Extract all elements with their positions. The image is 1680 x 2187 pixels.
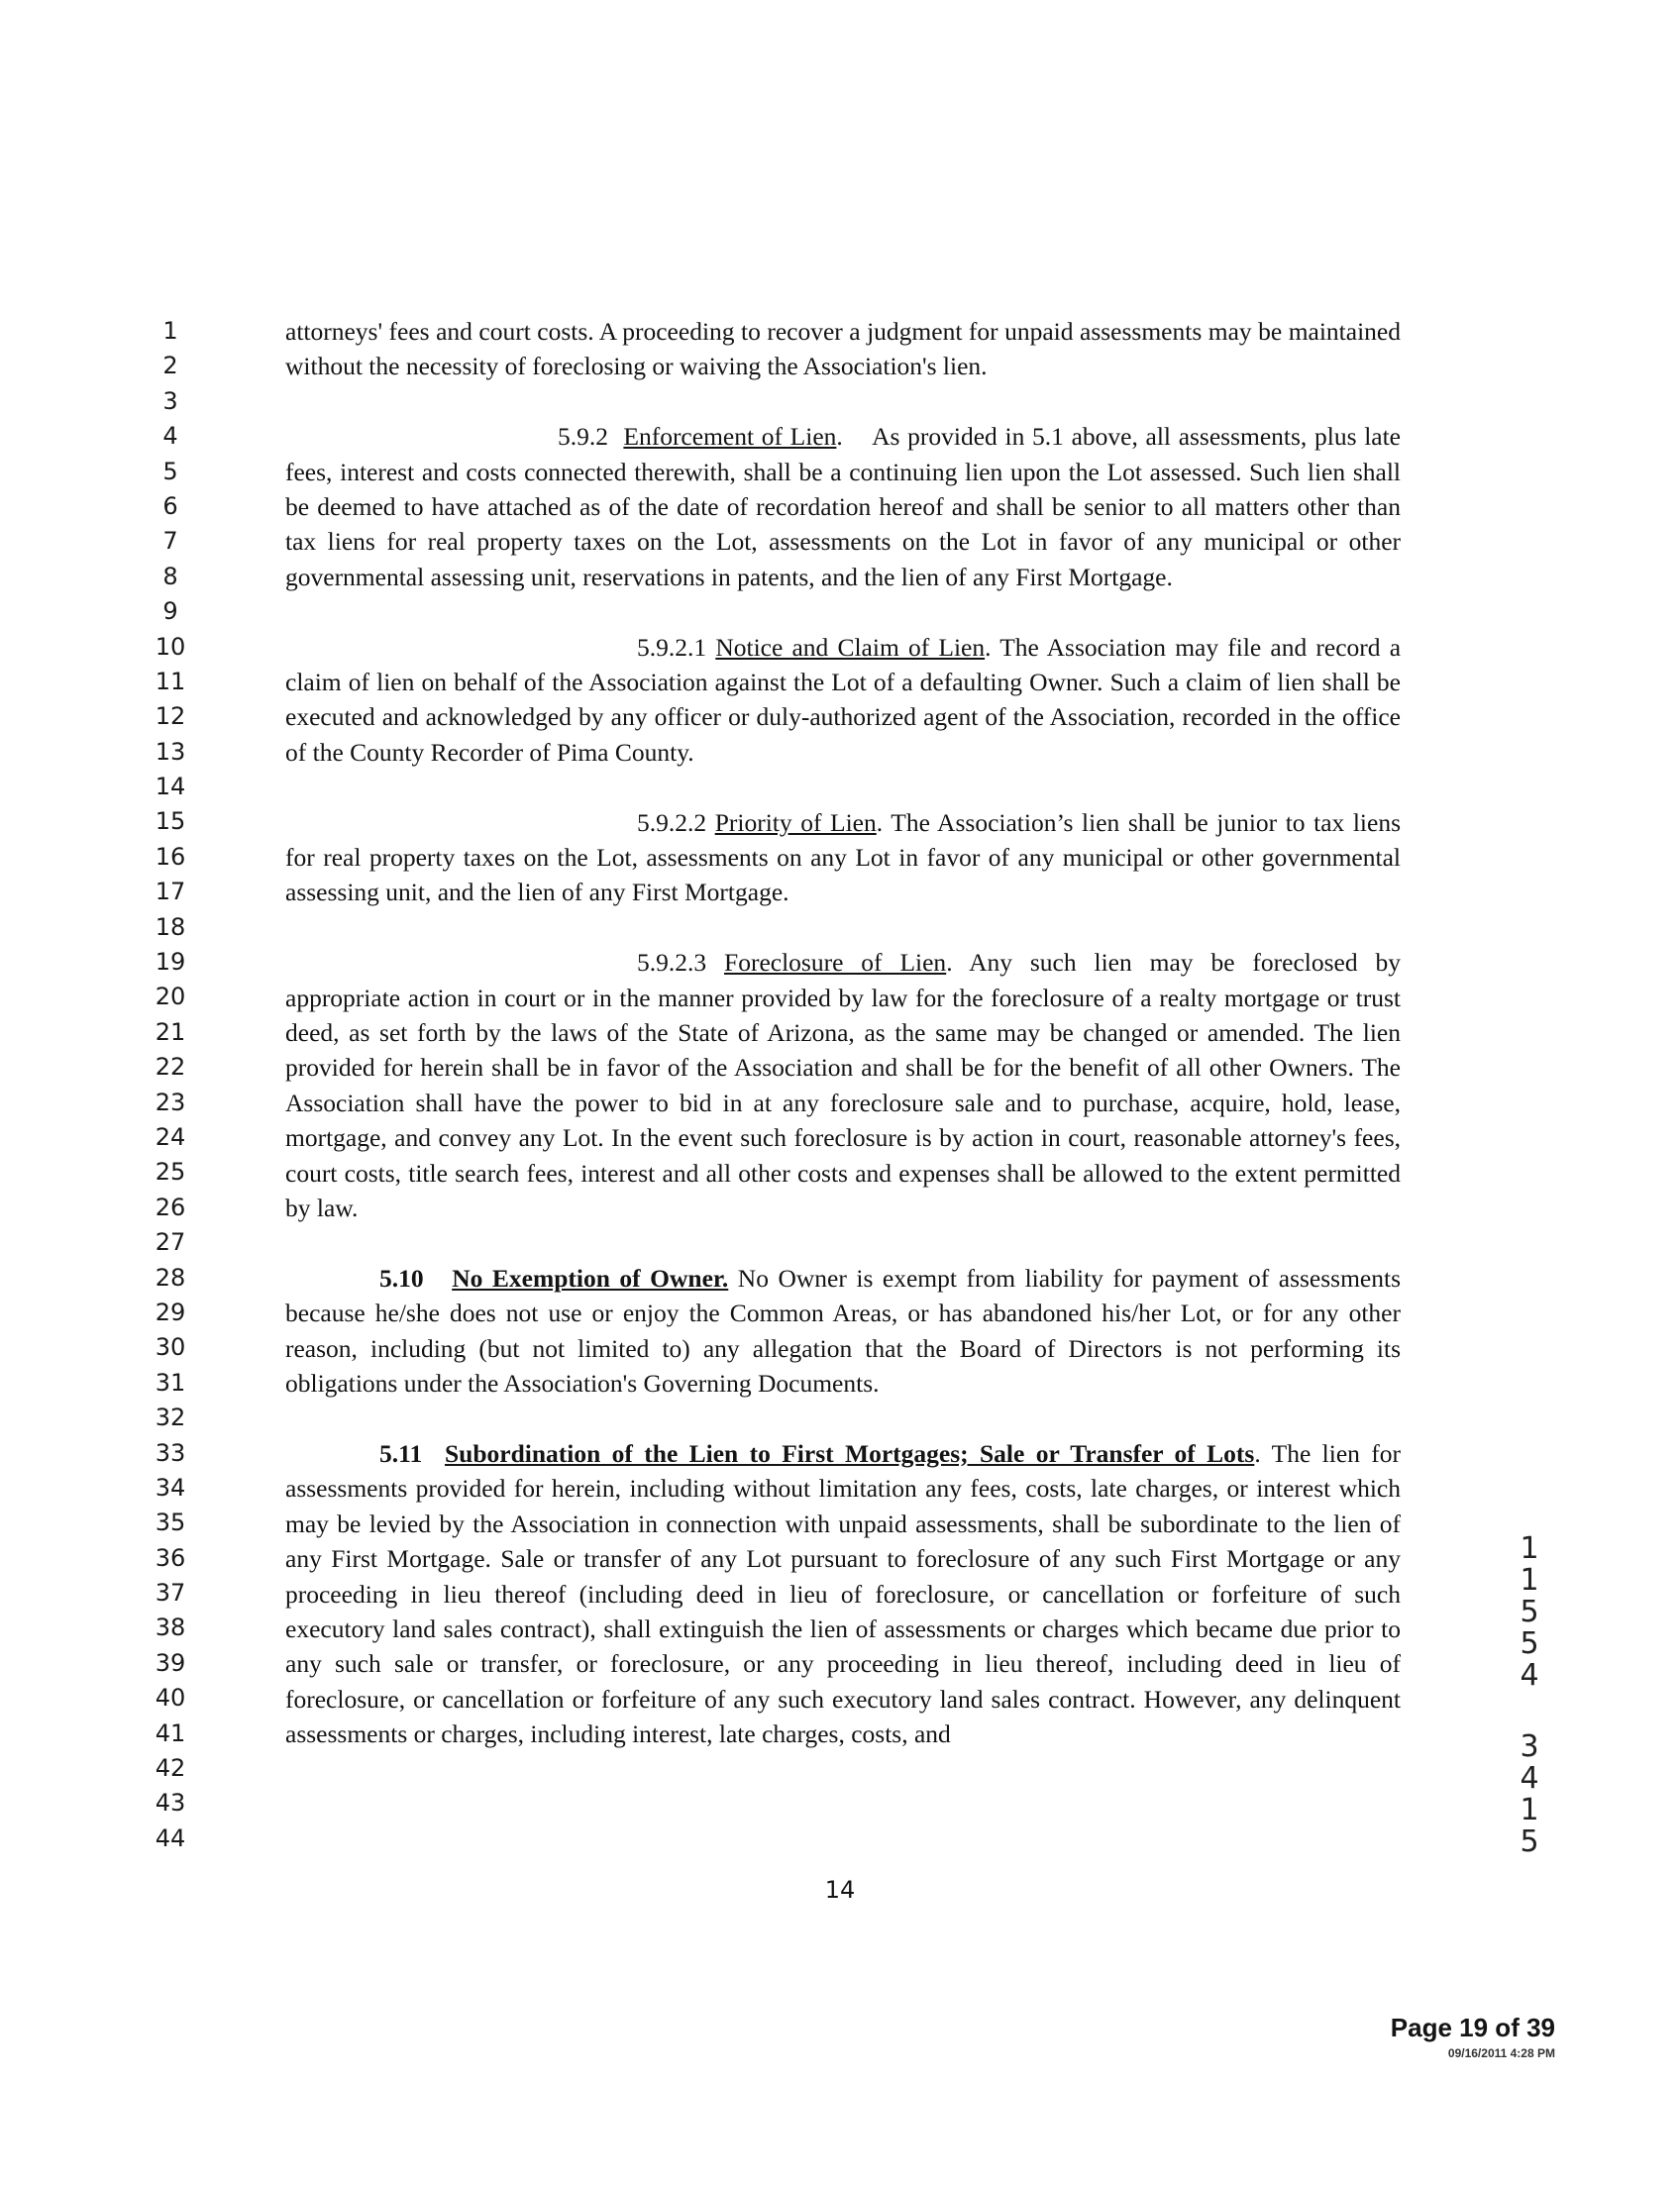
paragraph-1-text: attorneys' fees and court costs. A proceeding to recover a judgment for unpaid assessments may be maintained without the necessity of foreclosing or waiving the Association's lien. bbox=[285, 317, 1401, 381]
section-5-9-2-3-number: 5.9.2.3 bbox=[637, 948, 707, 978]
section-5-10 bbox=[285, 1261, 1401, 1402]
line-number: 26 bbox=[155, 1193, 186, 1221]
section-5-9-2-2-title: Priority of Lien bbox=[714, 807, 877, 837]
line-number: 3 bbox=[162, 386, 178, 415]
line-number: 36 bbox=[155, 1543, 186, 1572]
section-5-9-2-3-title: Foreclosure of Lien bbox=[724, 948, 947, 978]
footer-page-label: Page 19 of 39 bbox=[1390, 2013, 1555, 2042]
section-5-9-2-3: 5.9.2.3 Foreclosure of Lien. Any such lien may be foreclosed by appropriate action in court or in the manner provided by law for the foreclosure of a realty mortgage or trust deed, as set forth by the laws of the State of Arizona, as the same may be changed or amended. The lien provided for herein shall be in favor of the Association and shall be for the benefit of all other Owners. The Association shall have the power to bid in at any foreclosure sale and to purchase, acquire, hold, lease, mortgage, and convey any Lot. In the event such foreclosure is by action in court, reasonable attorney's fees, court costs, title search fees, interest and all other costs and expenses shall be allowed to the extent permitted by law. bbox=[285, 948, 1402, 1223]
paragraph-1 bbox=[285, 314, 1401, 384]
section-5-9-2-1-title: Notice and Claim of Lien bbox=[715, 632, 986, 662]
stamp-digit: 5 bbox=[1520, 1824, 1539, 1859]
section-5-9-2-title: Enforcement of Lien bbox=[623, 422, 837, 452]
line-number-column bbox=[151, 314, 190, 1856]
section-5-9-2-text: As provided in 5.1 above, all assessments, plus late fees, interest and costs connected therewith, shall be a continuing lien upon the Lot assessed. Such lien shall be deemed to have attached as of the date of recordation hereof and shall be senior to all matters other than tax liens for real property taxes on the Lot, assessments on the Lot in favor of any municipal or other governmental assessing unit, reservations in patents, and the lien of any First Mortgage. bbox=[285, 422, 1401, 591]
line-number: 11 bbox=[155, 667, 186, 695]
document-body bbox=[285, 314, 1401, 1752]
footer-timestamp: 09/16/2011 4:28 PM bbox=[1447, 2046, 1555, 2060]
line-number: 10 bbox=[155, 632, 186, 661]
line-number: 43 bbox=[155, 1789, 186, 1818]
line-number: 1 bbox=[162, 317, 178, 345]
section-5-11: 5.11 Subordination of the Lien to First Mortgages; Sale or Transfer of Lots. The lien for assessments provided for herein, including without limitation any fees, costs, late charges, or interest which may be levied by the Association in connection with unpaid assessments, shall be subordinate to the lien of any First Mortgage. Sale or transfer of any Lot pursuant to foreclosure of any such First Mortgage or any proceeding in lieu thereof (including deed in lieu of foreclosure, or cancellation or forfeiture of such executory land sales contract), shall extinguish the lien of assessments or charges which became due prior to any such sale or transfer, or foreclosure, or any proceeding in lieu thereof, including deed in lieu of foreclosure, or cancellation or forfeiture of any such executory land sales contract. However, any delinquent assessments or charges, including interest, late charges, costs, and bbox=[285, 1438, 1402, 1749]
page-number: 14 bbox=[824, 1876, 856, 1904]
stamp-gap bbox=[1516, 1692, 1543, 1731]
section-5-11-number: 5.11 bbox=[379, 1438, 423, 1468]
section-5-9-2-1-text: The Association may file and record a claim of lien on behalf of the Association against the Lot of a defaulting Owner. Such a claim of lien shall be executed and acknowledged by any officer or duly-authorized agent of the Association, recorded in the office of the County Recorder of Pima County. bbox=[285, 632, 1402, 767]
line-number: 25 bbox=[155, 1158, 186, 1187]
line-number: 19 bbox=[155, 948, 186, 977]
line-number: 27 bbox=[155, 1228, 186, 1257]
section-5-11-text: The lien for assessments provided for herein, including without limitation any fees, costs, late charges, or interest which may be levied by the Association in connection with unpaid assessments, shall be subordinate to the lien of any First Mortgage. Sale or transfer of any Lot pursuant to foreclosure of any such First Mortgage or any proceeding in lieu thereof (including deed in lieu of foreclosure, or cancellation or forfeiture of such executory land sales contract), shall extinguish the lien of assessments or charges which became due prior to any such sale or transfer, or foreclosure, or any proceeding in lieu thereof, including deed in lieu of foreclosure, or cancellation or forfeiture of any such executory land sales contract. However, any delinquent assessments or charges, including interest, late charges, costs, and bbox=[285, 1438, 1402, 1749]
section-5-9-2-number: 5.9.2 bbox=[558, 422, 608, 452]
section-5-9-2-2-number: 5.9.2.2 bbox=[637, 807, 707, 837]
line-number: 30 bbox=[155, 1333, 186, 1362]
line-number: 5 bbox=[162, 457, 178, 485]
line-number: 44 bbox=[155, 1823, 186, 1852]
stamp-digit: 4 bbox=[1520, 1761, 1539, 1796]
stamp-digit: 1 bbox=[1520, 1531, 1539, 1566]
line-number: 22 bbox=[155, 1053, 186, 1082]
stamp-digit: 1 bbox=[1520, 1793, 1539, 1827]
line-number: 32 bbox=[155, 1404, 186, 1432]
line-number: 12 bbox=[155, 702, 186, 731]
line-number: 31 bbox=[155, 1368, 186, 1397]
line-number: 38 bbox=[155, 1614, 186, 1642]
line-number: 15 bbox=[155, 807, 186, 836]
line-number: 34 bbox=[155, 1473, 186, 1502]
line-number: 29 bbox=[155, 1298, 186, 1326]
line-number: 40 bbox=[155, 1684, 186, 1713]
stamp-digit: 5 bbox=[1520, 1595, 1539, 1629]
section-5-9-2-1: 5.9.2.1 Notice and Claim of Lien. The Association may file and record a claim of lien on behalf of the Association against the Lot of a defaulting Owner. Such a claim of lien shall be executed and acknowledged by any officer or duly-authorized agent of the Association, recorded in the office of the County Recorder of Pima County. bbox=[285, 632, 1402, 767]
section-5-9-2-3-text: Any such lien may be foreclosed by appropriate action in court or in the manner provided by law for the foreclosure of a realty mortgage or trust deed, as set forth by the laws of the State of Arizona, as the same may be changed or amended. The lien provided for herein shall be in favor of the Association and shall be for the benefit of all other Owners. The Association shall have the power to bid in at any foreclosure sale and to purchase, acquire, hold, lease, mortgage, and convey any Lot. In the event such foreclosure is by action in court, reasonable attorney's fees, court costs, title search fees, interest and all other costs and expenses shall be allowed to the extent permitted by law. bbox=[285, 948, 1402, 1223]
line-number: 20 bbox=[155, 983, 186, 1011]
line-number: 8 bbox=[162, 562, 178, 590]
line-number: 6 bbox=[162, 491, 178, 520]
line-number: 17 bbox=[155, 878, 186, 906]
stamp-digit: 3 bbox=[1520, 1729, 1539, 1764]
section-5-10-number: 5.10 bbox=[379, 1263, 424, 1293]
line-number: 41 bbox=[155, 1718, 186, 1747]
recording-stamp bbox=[1516, 1533, 1543, 1858]
line-number: 9 bbox=[162, 597, 178, 626]
line-number: 23 bbox=[155, 1088, 186, 1116]
section-5-10-title: No Exemption of Owner. bbox=[452, 1263, 729, 1293]
line-number: 37 bbox=[155, 1579, 186, 1608]
line-number: 7 bbox=[162, 527, 178, 556]
line-number: 13 bbox=[155, 737, 186, 766]
line-number: 4 bbox=[162, 422, 178, 451]
line-number: 21 bbox=[155, 1017, 186, 1046]
line-number: 39 bbox=[155, 1648, 186, 1677]
section-5-9-2-2: 5.9.2.2 Priority of Lien. The Association’s lien shall be junior to tax liens for real property taxes on the Lot, assessments on any Lot in favor of any municipal or other governmental assessing unit, and the lien of any First Mortgage. bbox=[285, 807, 1402, 907]
line-number: 24 bbox=[155, 1122, 186, 1151]
section-5-9-2-2-text: The Association’s lien shall be junior to tax liens for real property taxes on the Lot, assessments on any Lot in favor of any municipal or other governmental assessing unit, and the lien of any First Mortgage. bbox=[285, 807, 1402, 907]
line-number: 2 bbox=[162, 352, 178, 380]
line-number: 35 bbox=[155, 1509, 186, 1537]
line-number: 14 bbox=[155, 773, 186, 801]
stamp-digit: 1 bbox=[1520, 1563, 1539, 1598]
section-5-9-2: 5.9.2 Enforcement of Lien. As provided in 5.1 above, all assessments, plus late fees, interest and costs connected therewith, shall be a continuing lien upon the Lot assessed. Such lien shall be deemed to have attached as of the date of recordation hereof and shall be senior to all matters other than tax liens for real property taxes on the Lot, assessments on the Lot in favor of any municipal or other governmental assessing unit, reservations in patents, and the lien of any First Mortgage. bbox=[285, 422, 1401, 591]
line-number: 16 bbox=[155, 842, 186, 871]
section-5-9-2-1-number: 5.9.2.1 bbox=[637, 632, 707, 662]
line-number: 18 bbox=[155, 912, 186, 941]
stamp-digit: 4 bbox=[1520, 1658, 1539, 1693]
section-5-11-title: Subordination of the Lien to First Mortgages; Sale or Transfer of Lots bbox=[444, 1438, 1255, 1468]
stamp-digit: 5 bbox=[1520, 1626, 1539, 1661]
line-number: 28 bbox=[155, 1263, 186, 1292]
line-number: 42 bbox=[155, 1754, 186, 1783]
section-5-10-text: No Owner is exempt from liability for payment of assessments because he/she does not use or enjoy the Common Areas, or has abandoned his/her Lot, or for any other reason, including (but not limited to) any allegation that the Board of Directors is not performing its obligations under the Association's Governing Documents. bbox=[285, 1263, 1402, 1399]
line-number: 33 bbox=[155, 1438, 186, 1467]
